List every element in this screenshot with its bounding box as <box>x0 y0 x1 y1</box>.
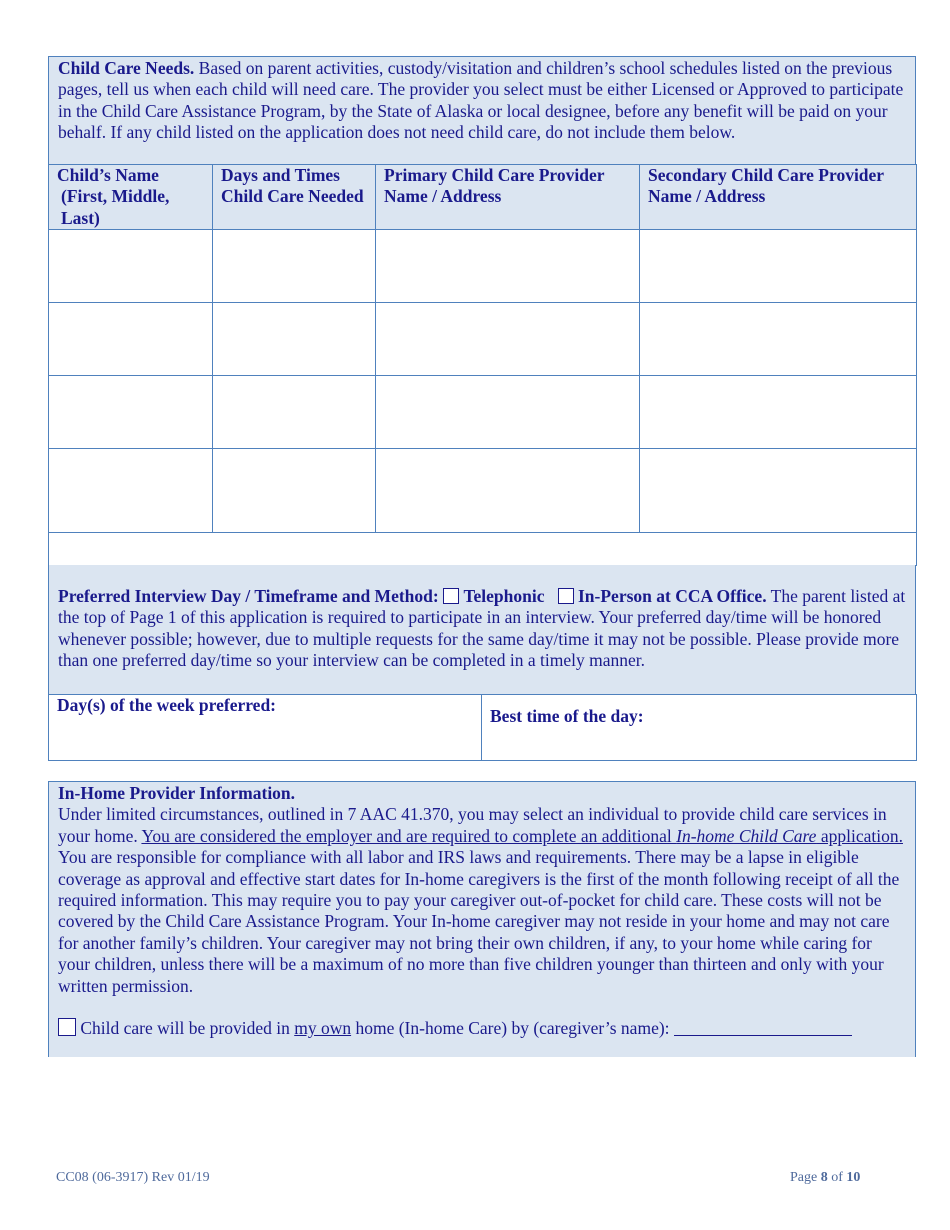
table-row <box>49 376 917 449</box>
in-home-employer-notice-b: application. <box>816 825 903 846</box>
table-row <box>49 449 917 533</box>
in-home-body-p2: You are responsible for compliance with all labor and IRS laws and requirements. There may be a lapse in eligible coverage as approval and effective start dates for In-home caregivers is the first of the month following receipt of all the required information. This may require you to pay your caregiver out-of-pocket for child care. These costs will not be covered by the Child Care Assistance Program. Your In-home caregiver may not reside in your home and may not care for another family’s children. Your caregiver may not bring their own children, if any, to your home while caring for your children, unless there will be a maximum of no more than five children younger than thirteen and only with your written permission. <box>58 847 900 996</box>
in-home-employer-notice-a: You are considered the employer and are required to complete an additional <box>141 825 677 846</box>
in-home-application-name: In-home Child Care <box>676 825 817 846</box>
page-current: 8 <box>820 1170 828 1185</box>
primary-provider-cell[interactable] <box>376 376 640 449</box>
best-time-label: Best time of the day: <box>490 706 644 726</box>
child-name-cell[interactable] <box>49 376 213 449</box>
in-home-employer-notice <box>141 826 903 846</box>
days-times-cell[interactable] <box>213 376 376 449</box>
form-id: CC08 (06-3917) Rev 01/19 <box>56 1170 210 1185</box>
in-home-body <box>58 804 906 997</box>
col-header-days-times: Days and Times Child Care Needed <box>213 165 376 230</box>
child-care-needs-heading: Child Care Needs. <box>58 58 195 78</box>
in-person-label: In-Person at CCA Office. <box>578 586 767 606</box>
page-word: Page <box>790 1170 818 1185</box>
child-care-needs-intro: Based on parent activities, custody/visitation and children’s school schedules listed on the previous pages, tell us when each child will need care. The provider you select must be either Licensed or Approved to participate in the Child Care Assistance Program, by the State of Alaska or local designee, before any benefit will be paid on your behalf. If any child listed on the application does not need child care, do not include them below. <box>58 58 904 143</box>
of-word: of <box>831 1170 843 1185</box>
col-header-secondary-provider: Secondary Child Care Provider Name / Address <box>640 165 917 230</box>
primary-provider-cell[interactable] <box>376 230 640 303</box>
days-preferred-label: Day(s) of the week preferred: <box>57 695 277 715</box>
in-home-checkbox-line <box>58 1018 906 1039</box>
col-header-childs-name <box>49 165 213 230</box>
child-name-cell[interactable] <box>49 230 213 303</box>
in-home-body-p1: Under limited circumstances, outlined in 7 AAC 41.370, you may select an individual to provide child care services in your home. <box>58 804 887 846</box>
col-header-childs-name-line1: Child’s Name <box>57 165 159 185</box>
secondary-provider-cell[interactable] <box>640 303 917 376</box>
secondary-provider-cell[interactable] <box>640 376 917 449</box>
telephonic-label: Telephonic <box>463 586 545 606</box>
child-name-cell[interactable] <box>49 449 213 533</box>
best-time-field[interactable] <box>482 695 917 761</box>
spacer-cell <box>49 533 917 566</box>
in-home-provider-section <box>48 781 916 1057</box>
interview-section <box>48 565 916 695</box>
days-times-cell[interactable] <box>213 449 376 533</box>
days-preferred-field[interactable] <box>49 695 482 761</box>
secondary-provider-cell[interactable] <box>640 449 917 533</box>
child-name-cell[interactable] <box>49 303 213 376</box>
primary-provider-cell[interactable] <box>376 303 640 376</box>
telephonic-checkbox[interactable] <box>443 588 459 604</box>
primary-provider-cell[interactable] <box>376 449 640 533</box>
secondary-provider-cell[interactable] <box>640 230 917 303</box>
interview-time-table <box>48 694 917 761</box>
table-header-row <box>49 165 917 230</box>
days-times-cell[interactable] <box>213 303 376 376</box>
in-home-heading: In-Home Provider Information. <box>58 783 296 803</box>
page-total: 10 <box>846 1170 861 1185</box>
in-home-check-text-b: home (In-home Care) by (caregiver’s name): <box>351 1018 670 1039</box>
in-home-care-checkbox[interactable] <box>58 1018 76 1036</box>
in-home-check-my-own: my own <box>294 1018 352 1039</box>
caregiver-name-field[interactable] <box>674 1019 852 1036</box>
page-number <box>790 1170 860 1186</box>
child-care-table <box>48 164 917 566</box>
table-row <box>49 230 917 303</box>
spacer-row <box>49 533 917 566</box>
child-care-needs-section <box>48 56 916 164</box>
col-header-childs-name-line2: (First, Middle, Last) <box>61 186 170 228</box>
interview-body: The parent listed at the top of Page 1 of this application is required to participate in an interview. Your preferred day/time will be honored whenever possible; however, due to multiple requests for the same day/time it may not be possible. Please provide more than one preferred day/time so your interview can be completed in a timely manner. <box>58 586 906 671</box>
in-person-checkbox[interactable] <box>558 588 574 604</box>
col-header-primary-provider: Primary Child Care Provider Name / Address <box>376 165 640 230</box>
days-times-cell[interactable] <box>213 230 376 303</box>
table-row <box>49 303 917 376</box>
interview-heading: Preferred Interview Day / Timeframe and Method: <box>58 586 439 606</box>
in-home-check-text-a: Child care will be provided in <box>80 1018 295 1039</box>
